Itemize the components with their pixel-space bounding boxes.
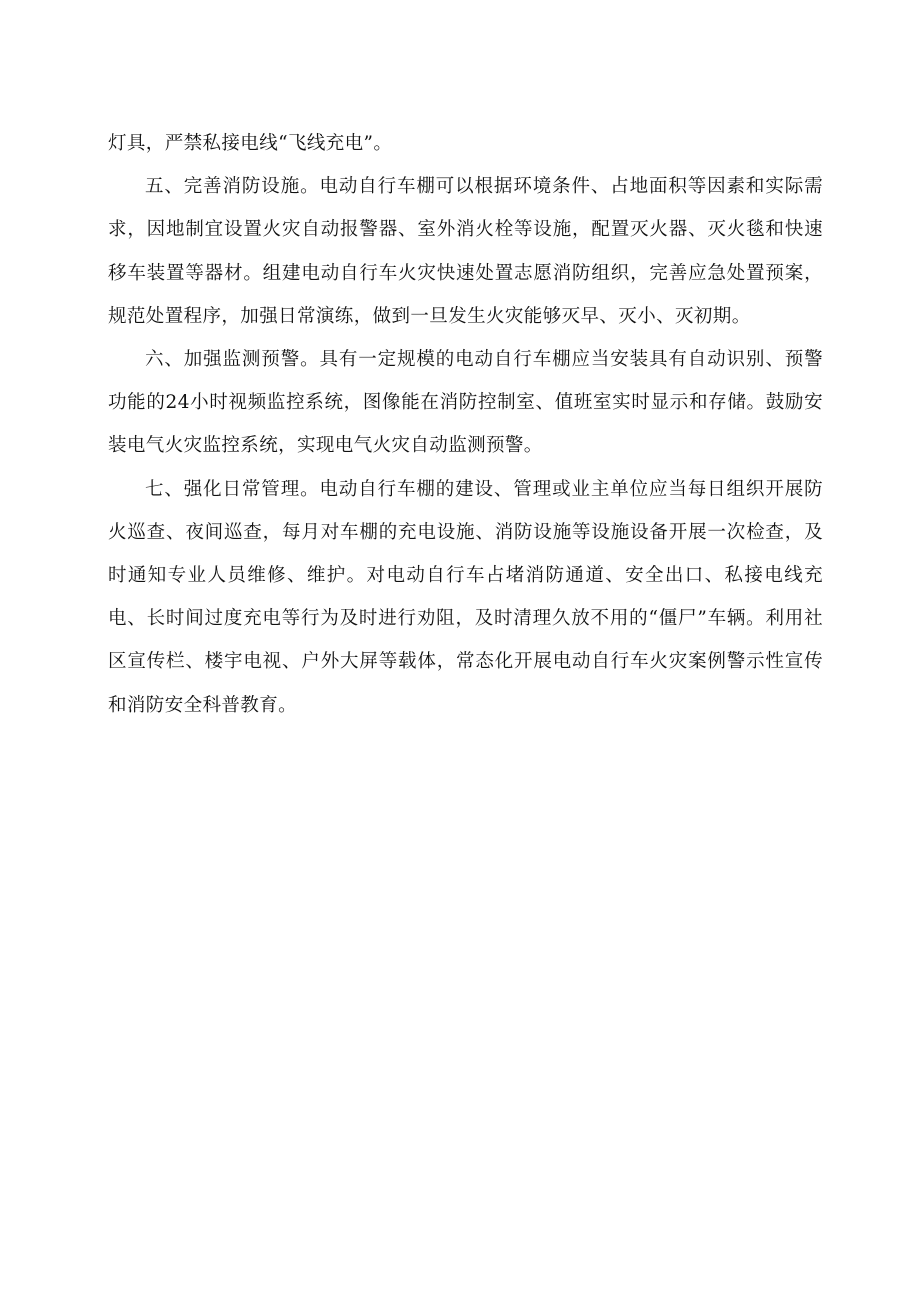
paragraph-seven-daily-management: 七、强化日常管理。电动自行车棚的建设、管理或业主单位应当每日组织开展防火巡查、夜间巡查，每月对车棚的充电设施、消防设施等设施设备开展一次检查，及时通知专业人员维修、维护。对电动自行车占堵消防通道、安全出口、私接电线充电、长时间过度充电等行为及时进行劝阻，及时清理久放不用的“僵尸”车辆。利用社区宣传栏、楼宇电视、户外大屏等载体，常态化开展电动自行车火灾案例警示性宣传和消防安全科普教育。	[108, 478, 823, 716]
document-body	[108, 122, 823, 727]
paragraph-five-fire-facilities: 五、完善消防设施。电动自行车棚可以根据环境条件、占地面积等因素和实际需求，因地制宜设置火灾自动报警器、室外消火栓等设施，配置灭火器、灭火毯和快速移车装置等器材。组建电动自行车火灾快速处置志愿消防组织，完善应急处置预案，规范处置程序，加强日常演练，做到一旦发生火灾能够灭早、灭小、灭初期。	[108, 176, 823, 327]
paragraph-six-monitoring-warning: 六、加强监测预警。具有一定规模的电动自行车棚应当安装具有自动识别、预警功能的24小时视频监控系统，图像能在消防控制室、值班室实时显示和存储。鼓励安装电气火灾监控系统，实现电气火灾自动监测预警。	[108, 349, 823, 457]
paragraph-continuation: 灯具，严禁私接电线“飞线充电”。	[108, 133, 393, 154]
